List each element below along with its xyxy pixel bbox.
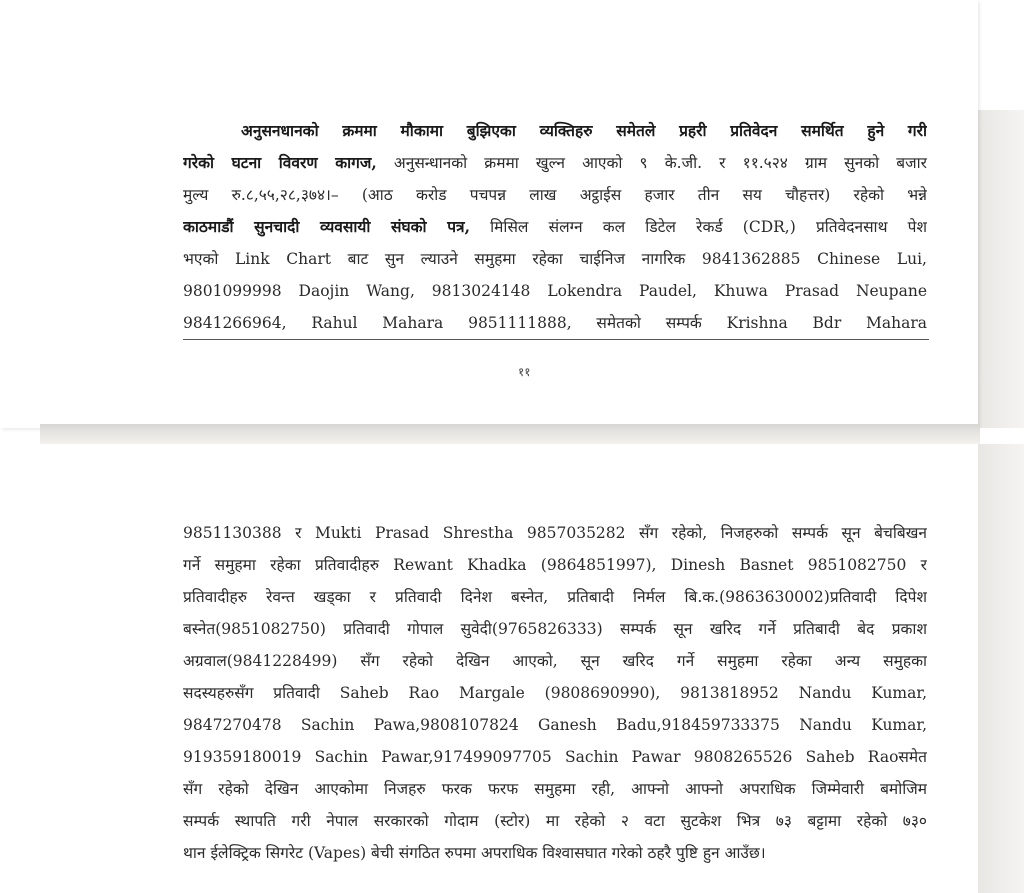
document-page-bottom (0, 444, 978, 893)
text-line: मुल्य रु.८,५५,२८,३७४।– (आठ करोड पचपन्न लाख अट्ठाईस हजार तीन सय चौहत्तर) रहेको भन्ने (183, 186, 927, 204)
page-edge-shadow-top (978, 110, 1024, 428)
text-line: अनुसनधानको क्रममा मौकामा बुझिएका व्यक्तिहरु समेतले प्रहरी प्रतिवेदन समर्थित हुने गरी (241, 121, 927, 140)
paragraph-bottom (183, 517, 927, 869)
text-line: 9847270478 Sachin Pawa,9808107824 Ganesh Badu,918459733375 Nandu Kumar, (183, 716, 927, 734)
text-line: 9841266964, Rahul Mahara 9851111888, समेतको सम्पर्क Krishna Bdr Mahara (183, 314, 927, 332)
footnote-rule (183, 339, 929, 340)
text-line: बस्नेत(9851082750) प्रतिवादी गोपाल सुवेदी(9765826333) सम्पर्क सून खरिद गर्ने प्रतिबादी बेद प्रकाश (183, 620, 927, 638)
page-gutter (40, 424, 980, 444)
paragraph-top (183, 115, 927, 339)
text-line: सँग रहेको देखिन आएकोमा निजहरु फरक फरफ समुहमा रही, आफ्नो आफ्नो अपराधिक जिम्मेवारी बमोजिम (183, 780, 927, 798)
text-line: अग्रवाल(9841228499) सँग रहेको देखिन आएको, सून खरिद गर्ने समुहमा रहेका अन्य समुहका (183, 652, 927, 670)
text-line: प्रतिवादीहरु रेवन्त खड्का र प्रतिवादी दिनेश बस्नेत, प्रतिबादी निर्मल बि.क.(9863630002)प्रतिवादी दिपेश (183, 588, 927, 606)
document-page-top (0, 0, 978, 428)
text-line: सम्पर्क स्थापति गरी नेपाल सरकारको गोदाम (स्टोर) मा रहेको २ वटा सुटकेश भित्र ७३ बट्टामा रहेको ७३० (183, 812, 927, 830)
text-line: थान ईलेक्ट्रिक सिगरेट (Vapes) बेची संगठित रुपमा अपराधिक विश्वासघात गरेको ठहरै पुष्टि हुन आउँछ। (183, 844, 766, 862)
text-line: सदस्यहरुसँग प्रतिवादी Saheb Rao Margale (9808690990), 9813818952 Nandu Kumar, (183, 684, 927, 702)
text-line: भएको Link Chart बाट सुन ल्याउने समुहमा रहेका चाईनिज नागरिक 9841362885 Chinese Lui, (183, 250, 927, 268)
text-line: काठमाडौं सुनचादी व्यवसायी संघको पत्र, मिसिल संलग्न कल डिटेल रेकर्ड (CDR,) प्रतिवेदनसाथ पेश (183, 217, 927, 236)
text-line: 9801099998 Daojin Wang, 9813024148 Lokendra Paudel, Khuwa Prasad Neupane (183, 282, 927, 300)
text-line: 919359180019 Sachin Pawar,917499097705 Sachin Pawar 9808265526 Saheb Raoसमेत (183, 748, 927, 766)
page-edge-shadow-bottom (978, 444, 1024, 893)
text-line: गर्ने समुहमा रहेका प्रतिवादीहरु Rewant Khadka (9864851997), Dinesh Basnet 9851082750 र (183, 556, 927, 574)
text-line: गरेको घटना विवरण कागज, अनुसन्धानको क्रममा खुल्न आएको ९ के.जी. र ११.५२४ ग्राम सुनको बजार (183, 153, 927, 172)
text-line: 9851130388 र Mukti Prasad Shrestha 9857035282 सँग रहेको, निजहरुको सम्पर्क सून बेचबिखन (183, 524, 927, 542)
page-number: ११ (518, 365, 531, 379)
